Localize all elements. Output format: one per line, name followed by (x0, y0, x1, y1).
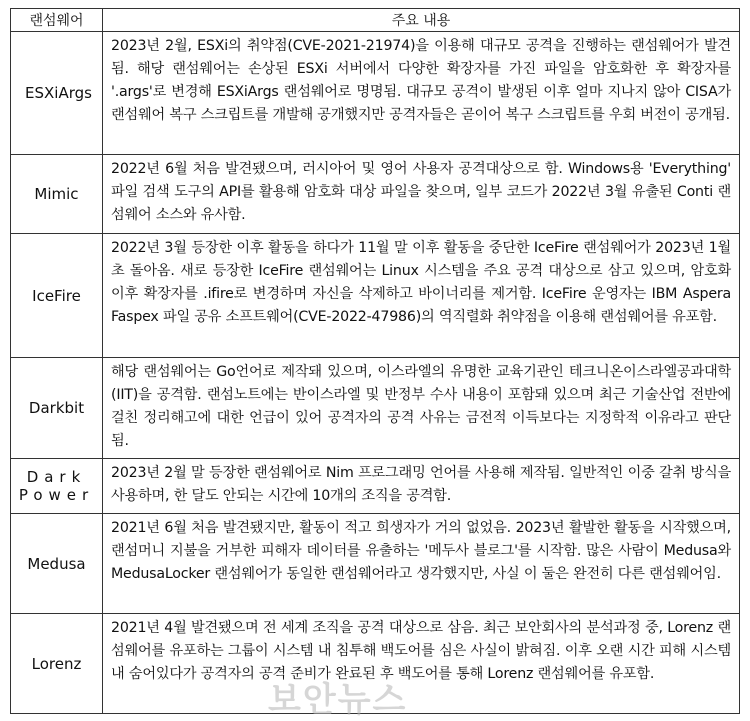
table-row (11, 155, 740, 234)
ransomware-description: 2021년 4월 발견됐으며 전 세계 조직을 공격 대상으로 삼음. 최근 보안회사의 분석과정 중, Lorenz 랜섬웨어를 유포하는 그룹이 시스템 내 침투해 백도어를 심은 사실이 밝혀짐. 이후 오랜 시간 피해 시스템 내 숨어있다가 공격자의 공격 준비가 완료된 후 백도어를 통해 Lorenz 랜섬웨어를 유포함. (103, 614, 740, 714)
table-row (11, 358, 740, 459)
header-main-content: 주요 내용 (103, 9, 740, 32)
header-ransomware: 랜섬웨어 (11, 9, 103, 32)
table-row (11, 614, 740, 714)
ransomware-name: IceFire (11, 234, 103, 358)
ransomware-description: 2021년 6월 처음 발견됐지만, 활동이 적고 희생자가 거의 없었음. 2023년 활발한 활동을 시작했으며, 랜섬머니 지불을 거부한 피해자 데이터를 유출하는 '메두사 블로그'를 시작함. 많은 사람이 Medusa와 MedusaLocker 랜섬웨어가 동일한 랜섬웨어라고 생각했지만, 사실 이 둘은 완전히 다른 랜섬웨어임. (103, 514, 740, 614)
ransomware-description: 2022년 3월 등장한 이후 활동을 하다가 11월 말 이후 활동을 중단한 IceFire 랜섬웨어가 2023년 1월 초 돌아옴. 새로 등장한 IceFire 랜섬웨어는 Linux 시스템을 주요 공격 대상으로 삼고 있으며, 암호화 이후 확장자를 .ifire로 변경하며 자신을 삭제하고 바이너리를 제거함. IceFire 운영자는 IBM Aspera Faspex 파일 공유 소프트웨어(CVE-2022-47986)의 역직렬화 취약점을 이용해 랜섬웨어를 유포함. (103, 234, 740, 358)
table-row (11, 234, 740, 358)
ransomware-name: Medusa (11, 514, 103, 614)
table-row (11, 32, 740, 155)
ransomware-name: Lorenz (11, 614, 103, 714)
table-row (11, 459, 740, 514)
table-row (11, 514, 740, 614)
ransomware-description: 2022년 6월 처음 발견됐으며, 러시아어 및 영어 사용자 공격대상으로 함. Windows용 'Everything' 파일 검색 도구의 API를 활용해 암호화 대상 파일을 찾으며, 일부 코드가 2022년 3월 유출된 Conti 랜섬웨어 소스와 유사함. (103, 155, 740, 234)
table-header-row (11, 9, 740, 32)
ransomware-description: 2023년 2월, ESXi의 취약점(CVE-2021-21974)을 이용해 대규모 공격을 진행하는 랜섬웨어가 발견됨. 해당 랜섬웨어는 손상된 ESXi 서버에서 다양한 확장자를 가진 파일을 암호화한 후 확장자를 '.args'로 변경해 ESXiArgs 랜섬웨어로 명명됨. 대규모 공격이 발생된 이후 얼마 지나지 않아 CISA가 랜섬웨어 복구 스크립트를 개발해 공개했지만 공격자들은 곧이어 복구 스크립트를 우회 버전이 공개됨. (103, 32, 740, 155)
ransomware-name: ESXiArgs (11, 32, 103, 155)
ransomware-name: Dark Power (11, 459, 103, 514)
ransomware-description: 2023년 2월 말 등장한 랜섬웨어로 Nim 프로그래밍 언어를 사용해 제작됨. 일반적인 이중 갈취 방식을 사용하며, 한 달도 안되는 시간에 10개의 조직을 공격함. (103, 459, 740, 514)
ransomware-description: 해당 랜섬웨어는 Go언어로 제작돼 있으며, 이스라엘의 유명한 교육기관인 테크니온이스라엘공과대학(IIT)을 공격함. 랜섬노트에는 반이스라엘 및 반정부 수사 내용이 포함돼 있으며 최근 기술산업 전반에 걸친 정리해고에 대한 언급이 있어 공격자의 공격 사유는 금전적 이득보다는 지정학적 이유라고 판단됨. (103, 358, 740, 459)
ransomware-name: Darkbit (11, 358, 103, 459)
ransomware-table (10, 8, 740, 714)
ransomware-name: Mimic (11, 155, 103, 234)
watermark-logo: 보안뉴스 (268, 680, 408, 720)
